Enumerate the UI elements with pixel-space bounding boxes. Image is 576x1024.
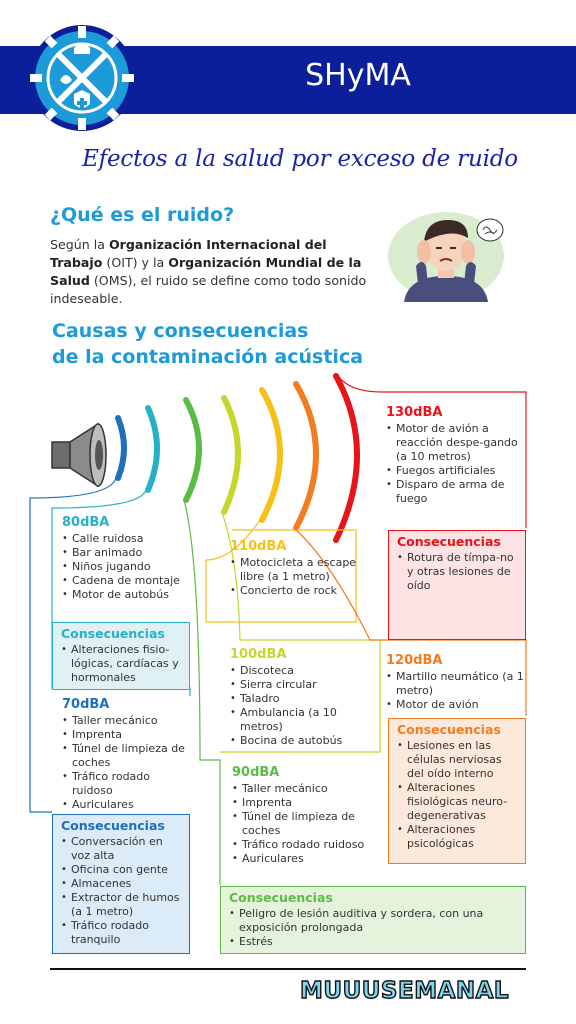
sources-list xyxy=(386,422,524,506)
wave-130 xyxy=(336,376,357,540)
sources-list xyxy=(62,714,190,812)
consequences-130 xyxy=(388,530,526,640)
list-item: • Motor de avión xyxy=(386,698,526,712)
wave-100 xyxy=(224,398,238,512)
sources-list xyxy=(386,670,526,712)
wave-110 xyxy=(262,390,280,520)
consequences-120 xyxy=(388,718,526,864)
intro-text: Según la xyxy=(50,237,109,252)
wave-90 xyxy=(186,400,199,500)
list-item: • Martillo neumático (a 1 metro) xyxy=(386,670,526,698)
level-120 xyxy=(386,654,526,712)
level-label: 80dBA xyxy=(62,515,110,530)
list-item: • Túnel de limpieza de coches xyxy=(232,810,368,838)
level-100 xyxy=(230,648,370,748)
list-item: • Discoteca xyxy=(230,664,370,678)
list-item: • Conversación en voz alta xyxy=(61,835,181,863)
footer-brand-logo: MUUUSEMANAL xyxy=(300,978,510,1004)
list-item: • Estrés xyxy=(229,935,517,949)
intro-heading: ¿Qué es el ruido? xyxy=(50,204,235,226)
list-item: • Motor de autobús xyxy=(62,588,190,602)
wave-70 xyxy=(118,418,124,478)
consequences-70 xyxy=(52,814,190,954)
wave-80 xyxy=(148,408,157,490)
list-item: • Peligro de lesión auditiva y sordera, con una exposición prolongada xyxy=(229,907,517,935)
sources-list xyxy=(232,782,368,866)
list-item: • Taller mecánico xyxy=(62,714,190,728)
section-heading-line: Causas y consecuencias xyxy=(52,320,309,342)
list-item: • Imprenta xyxy=(62,728,190,742)
level-label: 120dBA xyxy=(386,653,443,668)
oms-name: Organización Mundial de la Salud xyxy=(50,255,362,288)
level-label: 90dBA xyxy=(232,765,280,780)
level-130 xyxy=(386,406,524,506)
intro-text: (OMS), el ruido se define como todo sonido indeseable. xyxy=(50,273,367,306)
sources-list xyxy=(230,664,370,748)
level-90 xyxy=(232,766,368,866)
list-item: • Taller mecánico xyxy=(232,782,368,796)
consequences-title: Consecuencias xyxy=(397,722,501,737)
consequences-list xyxy=(61,835,181,947)
list-item: • Alteraciones psicológicas xyxy=(397,823,517,851)
list-item: • Sierra circular xyxy=(230,678,370,692)
consequences-80 xyxy=(52,622,190,690)
intro-text: (OIT) y la xyxy=(102,255,169,270)
list-item: • Almacenes xyxy=(61,877,181,891)
level-label: 130dBA xyxy=(386,405,443,420)
consequences-list xyxy=(397,739,517,851)
list-item: • Alteraciones fisio-lógicas, cardíacas y hormonales xyxy=(61,643,181,685)
list-item: • Imprenta xyxy=(232,796,368,810)
sources-list xyxy=(230,556,362,598)
wave-120 xyxy=(296,384,316,528)
list-item: • Auriculares xyxy=(232,852,368,866)
list-item: • Rotura de tímpa-no y otras lesiones de oído xyxy=(397,551,517,593)
consequences-list xyxy=(397,551,517,593)
consequences-title: Consecuencias xyxy=(61,626,165,641)
list-item: • Motor de avión a reacción despe-gando (a 10 metros) xyxy=(386,422,524,464)
list-item: • Auriculares xyxy=(62,798,190,812)
level-label: 100dBA xyxy=(230,647,287,662)
list-item: • Tráfico rodado ruidoso xyxy=(232,838,368,852)
list-item: • Extractor de humos (a 1 metro) xyxy=(61,891,181,919)
list-item: • Disparo de arma de fuego xyxy=(386,478,524,506)
list-item: • Taladro xyxy=(230,692,370,706)
list-item: • Tráfico rodado tranquilo xyxy=(61,919,181,947)
page-title: Efectos a la salud por exceso de ruido xyxy=(82,146,518,172)
list-item: • Bocina de autobús xyxy=(230,734,370,748)
list-item: • Calle ruidosa xyxy=(62,532,190,546)
consequences-title: Consecuencias xyxy=(229,890,333,905)
list-item: • Tráfico rodado ruidoso xyxy=(62,770,190,798)
list-item: • Bar animado xyxy=(62,546,190,560)
list-item: • Concierto de rock xyxy=(230,584,362,598)
list-item: • Cadena de montaje xyxy=(62,574,190,588)
list-item: • Motocicleta a escape libre (a 1 metro) xyxy=(230,556,362,584)
list-item: • Túnel de limpieza de coches xyxy=(62,742,190,770)
level-label: 110dBA xyxy=(230,539,287,554)
sources-list xyxy=(62,532,190,602)
level-80 xyxy=(62,516,190,602)
section-heading-line: de la contaminación acústica xyxy=(52,346,364,368)
brand-title: SHyMA xyxy=(305,58,411,93)
level-110 xyxy=(230,540,362,598)
consequences-title: Consecuencias xyxy=(61,818,165,833)
consequences-list xyxy=(61,643,181,685)
footer-divider xyxy=(50,968,526,970)
list-item: • Ambulancia (a 10 metros) xyxy=(230,706,370,734)
consequences-title: Consecuencias xyxy=(397,534,501,549)
level-70 xyxy=(62,698,190,812)
consequences-list xyxy=(229,907,517,949)
oit-name: Organización Internacional del Trabajo xyxy=(50,237,327,270)
list-item: • Lesiones en las células nerviosas del oído interno xyxy=(397,739,517,781)
list-item: • Alteraciones fisiológicas neuro-degenerativas xyxy=(397,781,517,823)
speaker-icon xyxy=(50,418,110,492)
consequences-90 xyxy=(220,886,526,954)
list-item: • Niños jugando xyxy=(62,560,190,574)
list-item: • Fuegos artificiales xyxy=(386,464,524,478)
level-label: 70dBA xyxy=(62,697,110,712)
list-item: • Oficina con gente xyxy=(61,863,181,877)
